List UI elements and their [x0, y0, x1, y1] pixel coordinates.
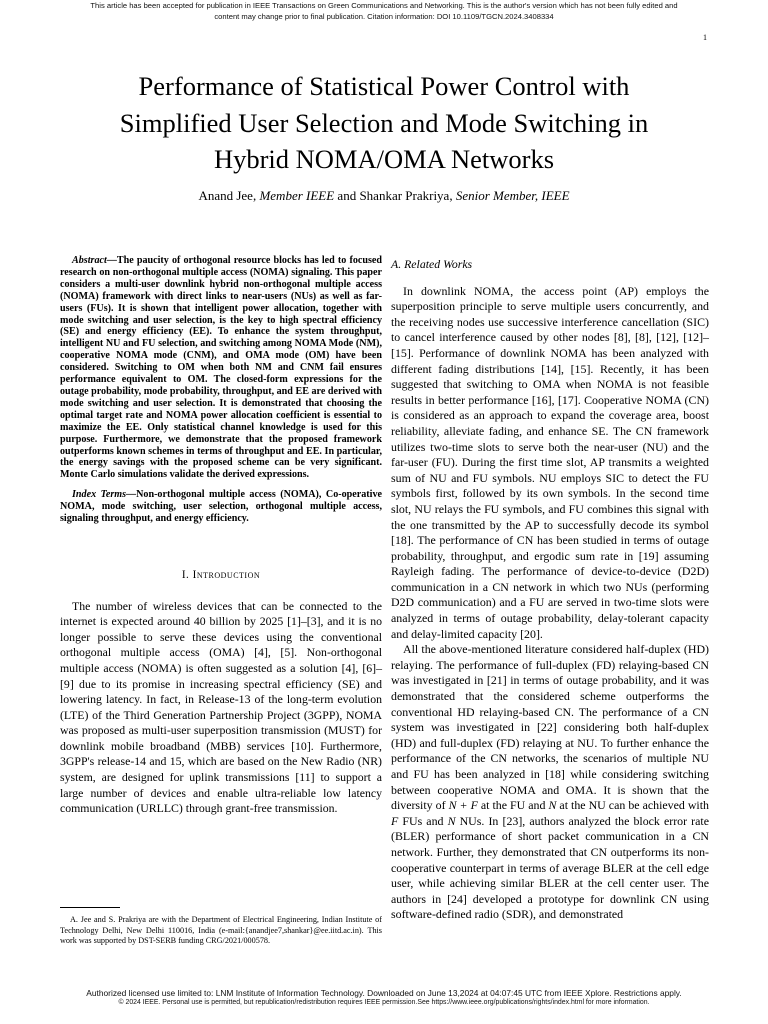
publication-banner: [0, 0, 768, 22]
section-heading-introduction: I. Introduction: [181, 568, 261, 581]
abstract-text: —The paucity of orthogonal resource blocks has led to focused research on non-orthogonal multiple access (NOMA) signaling. This paper considers a multi-user downlink hybrid non-orthogonal multiple access (NOMA) framework with direct links to near-users (NUs) as well as far-users (FUs). It is shown that intelligent power allocation, together with mode switching and user selection, is the key to high spectral efficiency (SE) and energy efficiency (EE). To enhance the system throughput, intelligent NU and FU selection, and switching among NOMA Mode (NM), cooperative NOMA mode (CNM), and OMA mode (OM) have been considered. Switching to OM when both NM and CNM fail ensures performance equivalent to OM. The closed-form expressions for the outage probability, mode probability, throughput, and EE are derived with mode switching and user selection. It is demonstrated that choosing the optimal target rate and NOMA power allocation coefficient is essential to maximize the EE. Only statistical channel knowledge is used for this purpose. Furthermore, we demonstrate that the proposed framework outperforms known schemes in terms of throughput and EE. In particular, the energy savings with the proposed scheme can be very significant. Monte Carlo simulations validate the derived expressions.: [60, 255, 382, 481]
author-1: Anand Jee,: [198, 188, 260, 203]
index-terms-lead: Index Terms: [72, 489, 127, 501]
abstract: [60, 255, 382, 481]
subsection-heading-related-works: A. Related Works: [391, 257, 473, 271]
intro-text-b: billion by 2025 [1]–[3], and it is no longer possible to serve these devices using the conventional orthogonal multiple access (OMA) [4], [5]. Non-orthogonal multiple access (NOMA) is often suggested as a solution [4], [6]–[9] due to its promise in increasing spectral efficiency (SE) and lowering latency. In fact, in Release-13 of the long-term evolution (LTE) of the Third Generation Partnership Project (3GPP), NOMA was proposed as multi-user superposition transmission (MUST) for downlink mobile broadband (MBB) services [10]. Furthermore, 3GPP's release-14 and 15, which are based on the New Radio (NR) system, are designed for uplink transmissions [11] to support a large number of devices and enable ultra-reliable low latency communication (URLLC) through grant-free transmission.: [60, 614, 383, 816]
title-line-2: Simplified User Selection and Mode Switching in: [119, 107, 649, 138]
author-2-role: Senior Member, IEEE: [455, 188, 570, 203]
intro-paragraph: [60, 599, 382, 817]
title-line-1: Performance of Statistical Power Control with: [138, 71, 630, 101]
related-p2-text-c: at the NU can be achieved with: [556, 798, 709, 813]
license-footer: [0, 988, 768, 1007]
math-n-2: N: [447, 813, 456, 828]
math-n-plus-f: N + F: [448, 798, 478, 813]
right-column: [391, 255, 709, 923]
banner-line-2: content may change prior to final publication. Citation information: DOI 10.1109/TGCN.2024.3408334: [214, 12, 554, 21]
math-n: N: [548, 798, 557, 813]
title-line-3: Hybrid NOMA/OMA Networks: [213, 144, 555, 174]
related-p2-text-d: FUs and: [398, 813, 448, 828]
related-paragraph-1: In downlink NOMA, the access point (AP) employs the superposition principle to serve multiple users concurrently, and the receiving nodes use successive interference cancellation (SIC) to cancel interference caused by other nodes [8], [8], [12], [12]–[15]. Performance of downlink NOMA has been analyzed with different fading distributions [14], [15]. Recently, it has been suggested that switching to OMA when NOMA is not feasible results in better performance [16], [17]. Cooperative NOMA (CN) is considered as an approach to expand the coverage area, boost reliability, alleviate fading, and enhance SE. The CN framework utilizes two-time slots to serve both the near-user (NU) and the far-user (FU). During the first time slot, AP transmits a weighted sum of NU and FU symbols. NU employs SIC to detect the FU symbols first, followed by its own symbols. In the second time slot, NU relays the FU symbols, and FU combines this signal with the one transmitted by the AP to successfully decode its symbol [18]. The performance of CN has been studied in terms of outage probability, throughput, and ergodic sum rate in [19] assuming Rayleigh fading. The performance of device-to-device (D2D) communication in a CN network in which two NUs (performing D2D communication) and a FU are served in two-time slots were analyzed in terms of outage probability, delay-tolerant capacity and delay-limited capacity [20].: [391, 283, 709, 641]
related-p2-text-a: All the above-mentioned literature considered half-duplex (HD) relaying. The performance of full-duplex (FD) relaying-based CN was investigated in [21] in terms of outage probability, and it was demonstrated that the considered scheme outperforms the conventional HD relaying-based CN. The performance of a CN system was investigated in [22] considering both half-duplex (HD) and full-duplex (FD) relaying at NU. To further enhance the performance of the CN networks, the scenarios of multiple NU and FU has been analyzed in [18] while considering switching between cooperative NOMA and OMA. It is shown that the diversity of: [391, 642, 709, 813]
banner-line-1: This article has been accepted for publication in IEEE Transactions on Green Communications and Networking. This is the author's version which has not been fully edited and: [90, 1, 678, 10]
intro-number: 40: [193, 614, 206, 629]
author-1-role: Member IEEE: [259, 188, 335, 203]
author-footnote: A. Jee and S. Prakriya are with the Department of Electrical Engineering, Indian Institute of Technology Delhi, New Delhi 110016, India (e-mail:{anandjee7,shankar}@ee.iitd.ac.in). This work was supported by DST-SERB funding CRG/2021/000578.: [60, 915, 382, 946]
abstract-lead: Abstract: [72, 255, 107, 266]
paper-title: [40, 68, 728, 178]
page-number: 1: [703, 33, 707, 42]
license-line-2: © 2024 IEEE. Personal use is permitted, but republication/redistribution requires IEEE permission.See https://www.ieee.org/publications/rights/index.html for more information.: [118, 999, 650, 1006]
math-f: F: [391, 813, 399, 828]
index-terms-text: —Non-orthogonal multiple access (NOMA), Co-operative NOMA, mode switching, user selection, orthogonal multiple access, signaling throughput, and energy efficiency.: [60, 489, 382, 525]
footnote-rule: [60, 907, 120, 908]
related-p2-text-b: at the FU and: [477, 798, 549, 813]
left-column: [60, 255, 382, 817]
intro-text-a: The number of wireless devices that can be connected to the internet is expected around: [60, 598, 382, 629]
index-terms: [60, 489, 382, 525]
license-line-1: Authorized licensed use limited to: LNM Institute of Information Technology. Downloaded on June 13,2024 at 04:07:45 UTC from IEEE Xplore. Restrictions apply.: [86, 988, 682, 998]
author-line: [40, 187, 728, 205]
related-paragraph-2: [391, 642, 709, 923]
author-and: and Shankar Prakriya,: [334, 188, 456, 203]
related-p2-text-e: NUs. In [23], authors analyzed the block error rate (BLER) performance of short packet communication in a CN network. Further, they demonstrated that CN outperforms its non-cooperative counterpart in terms of average BLER at the cell edge user, while achieving similar BLER at the cell center user. The authors in [24] developed a prototype for downlink CN using software-defined radio (SDR), and demonstrated: [391, 813, 709, 922]
